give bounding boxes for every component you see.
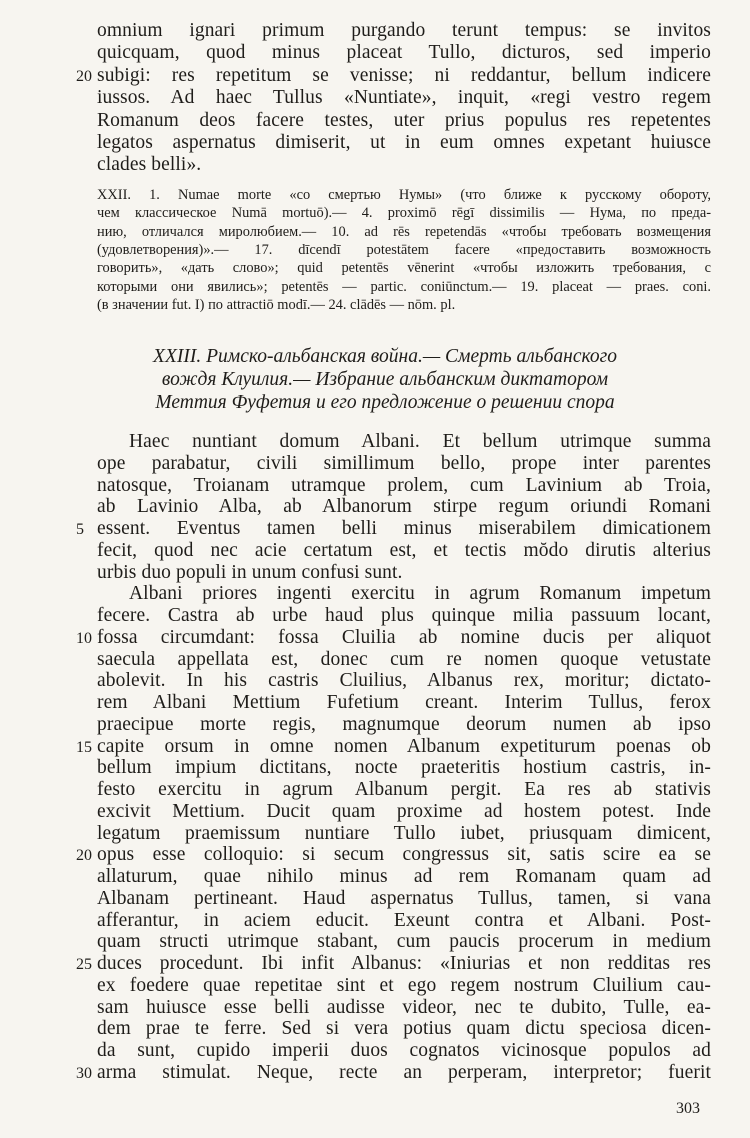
commentary-line: говорить», «дать слово»; quid petentēs vēnerint «чтобы изложить требования, с xyxy=(97,260,711,277)
text-line: arma stimulat. Neque, recte an perperam, interpretor; fuerit xyxy=(97,1061,711,1083)
text-line: omnium ignari primum purgando terunt tempus: se invitos xyxy=(97,20,711,41)
text-line: capite orsum in omne nomen Albanum expetiturum poenas ob xyxy=(97,735,711,757)
commentary-line: (удовлетворения)».— 17. dīcendī potestātem facere «предоставить возможность xyxy=(97,241,711,258)
text-line: allaturum, quae nihilo minus ad rem Romanam quam ad xyxy=(97,866,711,887)
text-line: dem prae te ferre. Sed si vera potius quam dictu speciosa dicen- xyxy=(97,1018,711,1040)
text-line: legatum praemissum nuntiare Tullo iubet, priusquam dimicent, xyxy=(97,822,711,844)
text-line: Haec nuntiant domum Albani. Et bellum utrimque summa xyxy=(129,431,711,452)
line-number: 30 xyxy=(76,1064,92,1082)
text-line: rem Albani Mettium Fufetium creant. Interim Tullus, ferox xyxy=(97,692,711,713)
line-number: 5 xyxy=(76,521,84,538)
line-number: 25 xyxy=(76,956,92,973)
text-line: bellum impium dictitans, nocte praeteritis hostium castris, in- xyxy=(97,757,711,779)
text-line: praecipue morte regis, magnumque deorum numen ab ipso xyxy=(97,713,711,735)
text-line: ab Lavinio Alba, ab Albanorum stirpe regum oriundi Romani xyxy=(97,496,711,518)
commentary-line: (в значении fut. I) по attractiō modī.— 24. clādēs — nōm. pl. xyxy=(97,296,456,313)
text-line: fossa circumdant: fossa Cluilia ab nomine ducis per aliquot xyxy=(97,626,711,648)
text-line: excivit Mettium. Ducit quam proxime ad hostem potest. Inde xyxy=(97,800,711,822)
commentary-line: которыми они явились»; petentēs — partic. coniūnctum.— 19. placeat — praes. coni. xyxy=(97,278,711,295)
text-line: iussos. Ad haec Tullus «Nuntiate», inquit, «regi vestro regem xyxy=(97,87,711,109)
text-line: legatos aspernatus dimiserit, ut in eum omnes expetant huiusce xyxy=(97,132,711,153)
text-line: saecula appellata est, donec cum re nomen quoque vetustate xyxy=(97,648,711,670)
text-line: fecere. Castra ab urbe haud plus quinque milia passuum locant, xyxy=(97,605,711,626)
text-line: essent. Eventus tamen belli minus miserabilem dimicationem xyxy=(97,518,711,539)
text-line: natosque, Troianam utramque prolem, cum Lavinium ab Troia, xyxy=(97,474,711,496)
section-heading-line: XXIII. Римско-альбанская война.— Смерть альбанского xyxy=(153,346,617,367)
text-line: Albanam pertineant. Haud aspernatus Tullus, tamen, si vana xyxy=(97,887,711,909)
text-line: subigi: res repetitum se venisse; ni reddantur, bellum indicere xyxy=(97,64,711,86)
text-line: opus esse colloquio: si secum congressus sit, satis scire ea se xyxy=(97,844,711,866)
text-line: urbis duo populi in unum confusi sunt. xyxy=(97,561,403,583)
line-number: 20 xyxy=(76,847,92,865)
text-line: Albani priores ingenti exercitu in agrum Romanum impetum xyxy=(129,583,711,605)
commentary-line: нию, отличался миролюбием.— 10. ad rēs repetendās «чтобы требовать возмещения xyxy=(97,223,711,240)
text-line: festo exercitu in agrum Albanum pergit. Ea res ab stativis xyxy=(97,779,711,800)
text-line: da sunt, cupido imperii duos cognatos vicinosque populos ad xyxy=(97,1040,711,1061)
text-line: clades belli». xyxy=(97,154,202,176)
text-line: ex foedere quae repetitae sint et ego regem nostrum Cluilium cau- xyxy=(97,974,711,996)
text-line: duces procedunt. Ibi infit Albanus: «Iniurias et non redditas res xyxy=(97,953,711,974)
section-heading-line: вождя Клуилия.— Избрание альбанским диктатором xyxy=(161,369,609,390)
section-heading-line: Меттия Фуфетия и его предложение о решении спора xyxy=(155,392,615,413)
text-line: abolevit. In his castris Cluilius, Albanus rex, moritur; dictato- xyxy=(97,670,711,692)
text-line: Romanum deos facere testes, uter prius populus res repetentes xyxy=(97,109,711,131)
text-line: sam huiusce esse belli audisse videor, nec te dubito, Tulle, ea- xyxy=(97,996,711,1018)
text-line: quam structi utrimque stabant, cum paucis procerum in medium xyxy=(97,931,711,953)
commentary-line: XXII. 1. Numae morte «со смертью Нумы» (что ближе к русскому обороту, xyxy=(97,187,711,203)
text-line: fecit, quod nec acie certatum est, et tectis mŏdo dirutis alterius xyxy=(97,539,711,561)
text-line: quicquam, quod minus placeat Tullo, dicturos, sed imperio xyxy=(97,42,711,64)
line-number: 15 xyxy=(76,738,92,756)
page-number: 303 xyxy=(676,1100,700,1117)
text-line: afferantur, in aciem educit. Exeunt contra et Albani. Post- xyxy=(97,909,711,931)
text-line: ope parabatur, civili simillimum bello, prope inter parentes xyxy=(97,452,711,474)
line-number: 10 xyxy=(76,629,92,647)
commentary-line: чем классическое Numā mortuō).— 4. proximō rēgī dissimilis — Нума, по преда- xyxy=(97,205,711,222)
line-number: 20 xyxy=(76,67,92,85)
